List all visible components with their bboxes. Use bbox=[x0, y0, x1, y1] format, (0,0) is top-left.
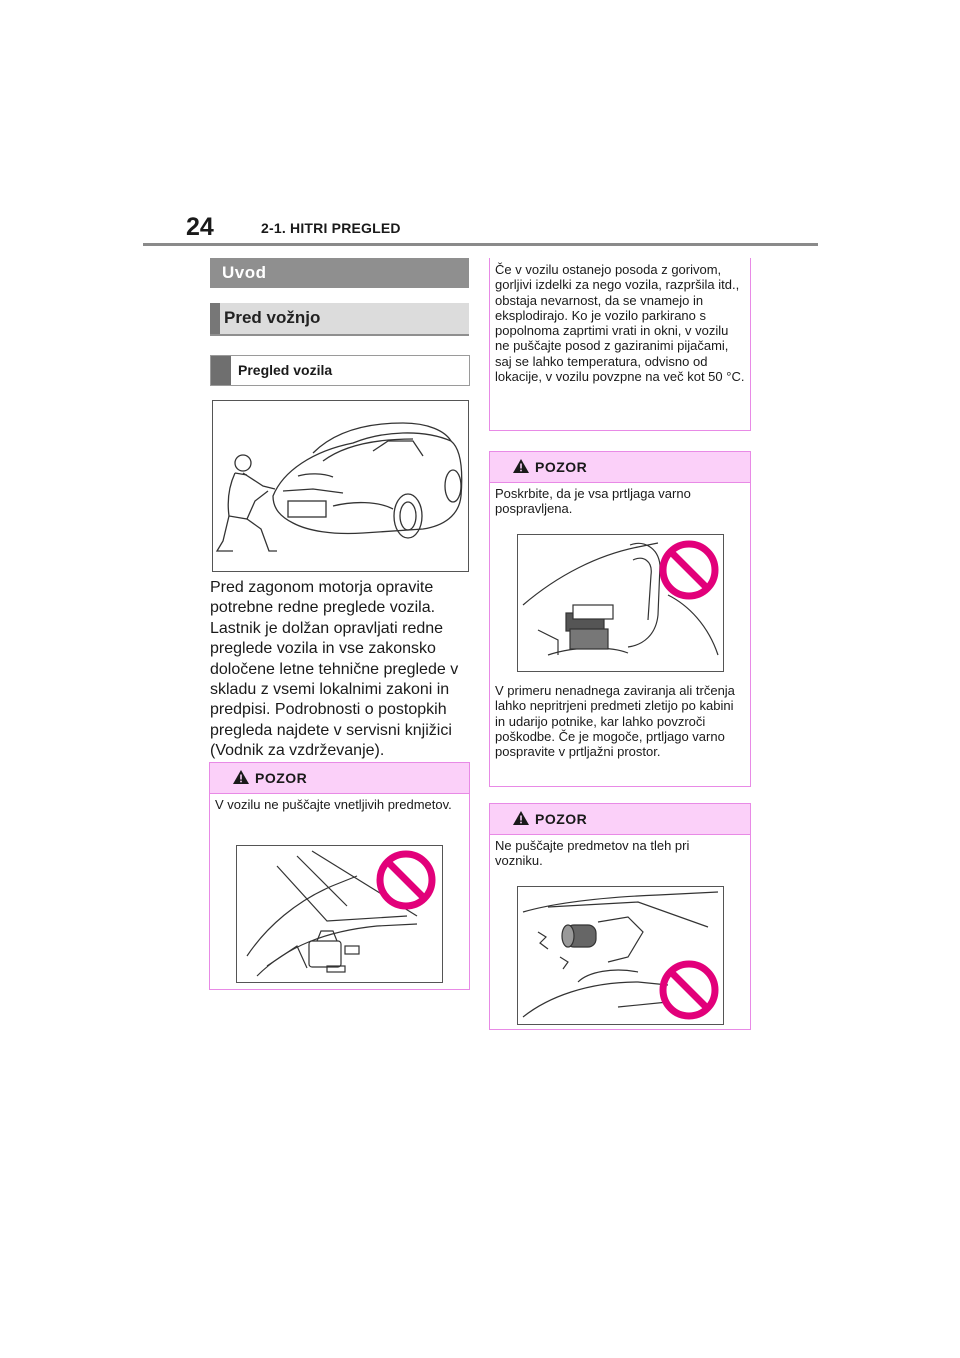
heading-sub: Pred vožnjo bbox=[210, 303, 469, 336]
prohibited-icon bbox=[375, 849, 437, 911]
continuation-box bbox=[489, 258, 751, 431]
warning-triangle-icon bbox=[512, 458, 530, 474]
warning-triangle-icon bbox=[232, 769, 250, 785]
warning-box-luggage bbox=[489, 451, 751, 787]
warning-title: POZOR bbox=[255, 770, 308, 786]
warning-header bbox=[210, 763, 469, 794]
inspection-paragraph: Pred zagonom motorja opravite potrebne redne preglede vozila. Lastnik je dolžan opravljati redne preglede vozila in vse zakonsko določene letne tehnične preglede v skladu z vsemi lokalnimi zakoni in predpisi. Podrobnosti o postopkih pregleda najdete v servisni knjižici (Vodnik za vzdrževanje). bbox=[210, 579, 459, 760]
warning-triangle-icon bbox=[512, 810, 530, 826]
section-header: 2-1. HITRI PREGLED bbox=[261, 220, 401, 236]
cabin-luggage-illustration bbox=[517, 534, 724, 672]
driver-footwell-illustration bbox=[517, 886, 724, 1025]
warning-text: Ne puščajte predmetov na tleh pri vozniku. bbox=[495, 838, 690, 869]
trunk-fuel-can-illustration bbox=[236, 845, 443, 983]
warning-box-floor-items bbox=[489, 803, 751, 1030]
warning-text: Poskrbite, da je vsa prtljaga varno pospravljena. bbox=[495, 486, 691, 517]
prohibited-icon bbox=[658, 959, 720, 1021]
prohibited-icon bbox=[658, 539, 720, 601]
warning-title: POZOR bbox=[535, 459, 588, 475]
warning-text: V vozilu ne puščajte vnetljivih predmetov. bbox=[215, 797, 452, 812]
continuation-text: Če v vozilu ostanejo posoda z gorivom, gorljivi izdelki za nego vozila, razpršila itd., obstaja nevarnost, da se vnamejo in eksplodirajo. Ko je vozilo parkirano s popolnoma zaprtimi vrati in okni, v vozilu ne puščajte posod z gaziranimi pijačami, saj se lahko temperatura, odvisno od lokacije, v vozilu povzpne na več kot 50 °C. bbox=[495, 262, 745, 385]
vehicle-inspection-illustration bbox=[212, 400, 469, 572]
warning-header bbox=[490, 804, 750, 835]
header-divider bbox=[143, 243, 818, 246]
warning-title: POZOR bbox=[535, 811, 588, 827]
heading-main: Uvod bbox=[210, 258, 469, 288]
warning-box-flammables bbox=[209, 762, 470, 990]
warning-header bbox=[490, 452, 750, 483]
heading-subsub: Pregled vozila bbox=[210, 355, 470, 386]
page-number: 24 bbox=[186, 213, 214, 241]
warning-text-detail: V primeru nenadnega zaviranja ali trčenja lahko nepritrjeni predmeti zletijo po kabini in udarijo potnike, kar lahko povzroči poškodbe. Če je mogoče, prtljago varno pospravite v prtljažni prostor. bbox=[495, 683, 735, 760]
